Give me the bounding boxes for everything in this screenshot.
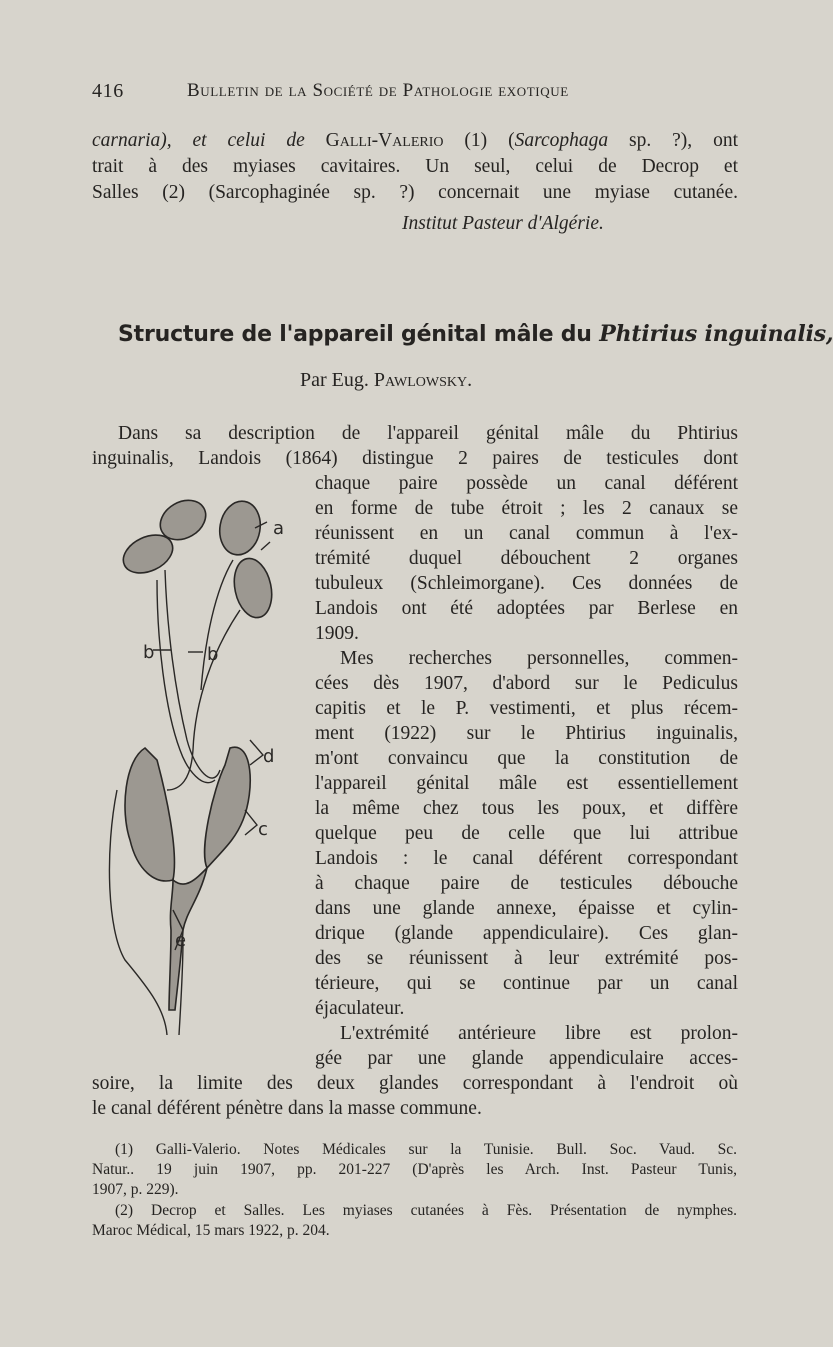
running-title: Bulletin de la Société de Pathologie exotique — [187, 80, 569, 101]
footnote-2-line-2: Maroc Médical, 15 mars 1922, p. 204. — [92, 1222, 330, 1239]
footnote-1-line-3: 1907, p. 229). — [92, 1181, 179, 1198]
body-line-7: tubuleux (Schleimorgane). Ces données de — [315, 573, 738, 594]
body-line-19: à chaque paire de testicules débouche — [315, 873, 738, 894]
affiliation-signature: Institut Pasteur d'Algérie. — [402, 213, 604, 234]
body-line-5: réunissent en un canal commun à l'ex- — [315, 523, 738, 544]
appendicular-gland-right — [205, 747, 251, 868]
intro-line-1: carnaria), et celui de Galli-Valerio (1) (Sarcophaga sp. ?), ont — [92, 130, 739, 151]
figure-label-c: c — [258, 819, 268, 840]
body-line-12: capitis et le P. vestimenti, et plus récem- — [315, 698, 738, 719]
body-line-26: gée par une glande appendiculaire acces- — [315, 1048, 738, 1069]
anatomical-figure — [95, 490, 310, 1040]
body-line-11: cées dès 1907, d'abord sur le Pediculus — [315, 673, 738, 694]
body-line-25: L'extrémité antérieure libre est prolon- — [340, 1023, 738, 1044]
body-line-23: térieure, qui se continue par un canal — [315, 973, 738, 994]
vas-deferens-left-inner — [157, 580, 215, 783]
body-line-27: soire, la limite des deux glandes correspondant à l'endroit où — [92, 1073, 738, 1094]
body-line-16: la même chez tous les poux, et diffère — [315, 798, 738, 819]
footnote-1-line-2: Natur.. 19 juin 1907, pp. 201-227 (D'après les Arch. Inst. Pasteur Tunis, — [92, 1161, 737, 1178]
body-line-1: Dans sa description de l'appareil génital mâle du Phtirius — [118, 423, 738, 444]
testis-upper-right — [216, 498, 265, 558]
figure-label-b-left: b — [143, 642, 155, 663]
body-line-28: le canal déférent pénètre dans la masse commune. — [92, 1098, 482, 1119]
intro-line-3: Salles (2) (Sarcophaginée sp. ?) concernait une myiase cutanée. — [92, 182, 738, 203]
leader-c — [245, 810, 257, 835]
body-line-17: quelque peu de celle que lui attribue — [315, 823, 738, 844]
body-line-18: Landois : le canal déférent correspondant — [315, 848, 738, 869]
body-line-8: Landois ont été adoptées par Berlese en — [315, 598, 738, 619]
body-line-15: l'appareil génital mâle est essentiellement — [315, 773, 738, 794]
body-line-20: dans une glande annexe, épaisse et cylin- — [315, 898, 738, 919]
appendicular-gland-left — [125, 748, 174, 881]
article-byline: Par Eug. Pawlowsky. — [300, 369, 473, 391]
body-line-14: m'ont convaincu que la constitution de — [315, 748, 738, 769]
body-line-9: 1909. — [315, 623, 359, 644]
body-line-4: en forme de tube étroit ; les 2 canaux se — [315, 498, 738, 519]
body-line-21: drique (glande appendiculaire). Ces glan- — [315, 923, 738, 944]
body-line-13: ment (1922) sur le Phtirius inguinalis, — [315, 723, 738, 744]
body-line-3: chaque paire possède un canal déférent — [315, 473, 738, 494]
intro-line-2: trait à des myiases cavitaires. Un seul, celui de Decrop et — [92, 156, 738, 177]
body-line-24: éjaculateur. — [315, 998, 405, 1019]
leader-a2 — [261, 542, 270, 550]
figure-label-b-right: b — [207, 644, 219, 665]
footnote-1-line-1: (1) Galli-Valerio. Notes Médicales sur la Tunisie. Bull. Soc. Vaud. Sc. — [115, 1141, 737, 1158]
article-title: Structure de l'appareil génital mâle du Phtirius inguinalis, — [118, 321, 833, 347]
figure-label-a: a — [273, 518, 285, 539]
body-line-6: trémité duquel débouchent 2 organes — [315, 548, 738, 569]
testis-lower-right — [229, 555, 277, 621]
body-line-10: Mes recherches personnelles, commen- — [340, 648, 738, 669]
figure-label-d: d — [263, 746, 275, 767]
page-number: 416 — [92, 80, 124, 102]
leader-d — [250, 740, 263, 765]
footnote-2-line-1: (2) Decrop et Salles. Les myiases cutanées à Fès. Présentation de nymphes. — [115, 1202, 737, 1219]
body-line-22: des se réunissent à leur extrémité pos- — [315, 948, 738, 969]
body-line-2: inguinalis, Landois (1864) distingue 2 paires de testicules dont — [92, 448, 738, 469]
figure-label-e: e — [175, 930, 187, 951]
vas-deferens-right-upper — [201, 560, 233, 690]
